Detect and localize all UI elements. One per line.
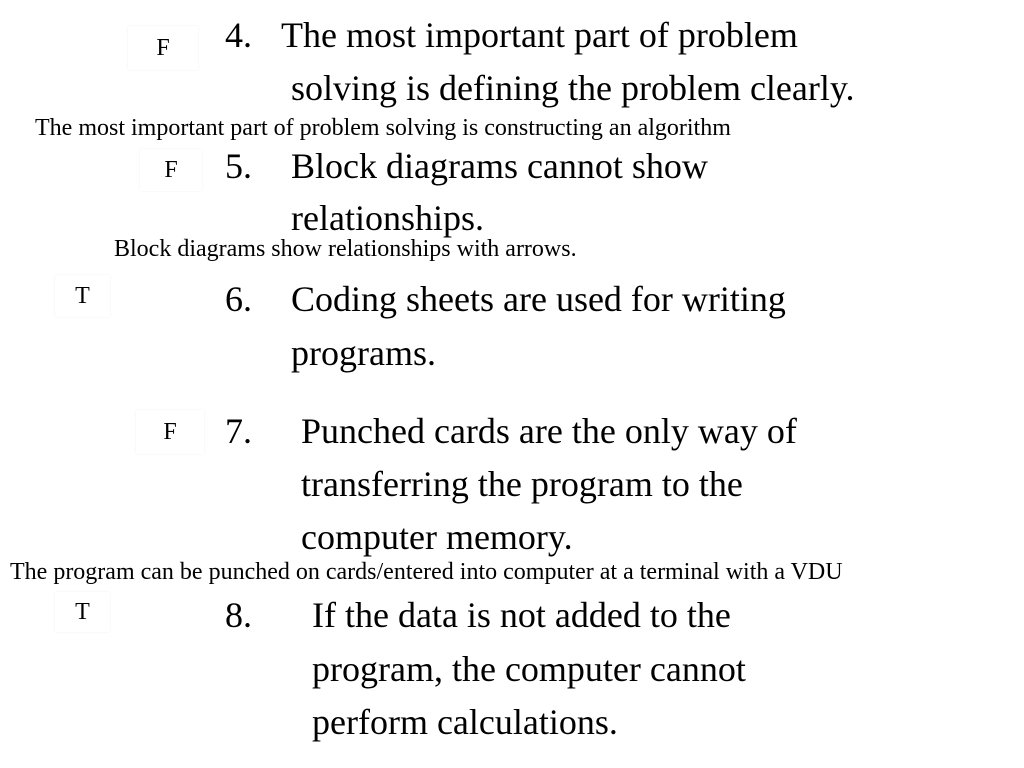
question-text-q5-line2: relationships. <box>291 198 484 238</box>
question-text-q7-line2: transferring the program to the <box>301 464 743 504</box>
question-text-q8-line3: perform calculations. <box>312 702 618 742</box>
answer-q4: F <box>156 35 170 61</box>
explanation-q7: The program can be punched on cards/entered into computer at a terminal with a VDU <box>10 559 843 585</box>
question-number-q5: 5. <box>225 146 252 186</box>
question-number-q6: 6. <box>225 279 252 319</box>
question-text-q4-line1: The most important part of problem <box>281 15 798 55</box>
answer-q5: F <box>164 157 178 183</box>
explanation-q4: The most important part of problem solving is constructing an algorithm <box>35 115 731 141</box>
answer-q8: T <box>75 599 90 625</box>
explanation-q5: Block diagrams show relationships with arrows. <box>114 236 577 262</box>
answer-q7: F <box>163 419 177 445</box>
answer-box-q8 <box>55 592 110 632</box>
answer-q6: T <box>75 283 90 309</box>
question-text-q5-line1: Block diagrams cannot show <box>291 146 708 186</box>
question-number-q7: 7. <box>225 411 252 451</box>
question-text-q4-line2: solving is defining the problem clearly. <box>291 68 855 108</box>
question-text-q6-line1: Coding sheets are used for writing <box>291 279 786 319</box>
question-text-q8-line2: program, the computer cannot <box>312 649 746 689</box>
question-text-q8-line1: If the data is not added to the <box>312 595 731 635</box>
answer-box-q4 <box>128 26 198 70</box>
answer-box-q5 <box>140 149 202 191</box>
answer-box-q6 <box>55 275 110 317</box>
question-text-q7-line1: Punched cards are the only way of <box>301 411 797 451</box>
question-number-q8: 8. <box>225 595 252 635</box>
question-text-q7-line3: computer memory. <box>301 517 573 557</box>
question-number-q4: 4. <box>225 15 252 55</box>
answer-box-q7 <box>136 410 204 454</box>
question-text-q6-line2: programs. <box>291 333 436 373</box>
